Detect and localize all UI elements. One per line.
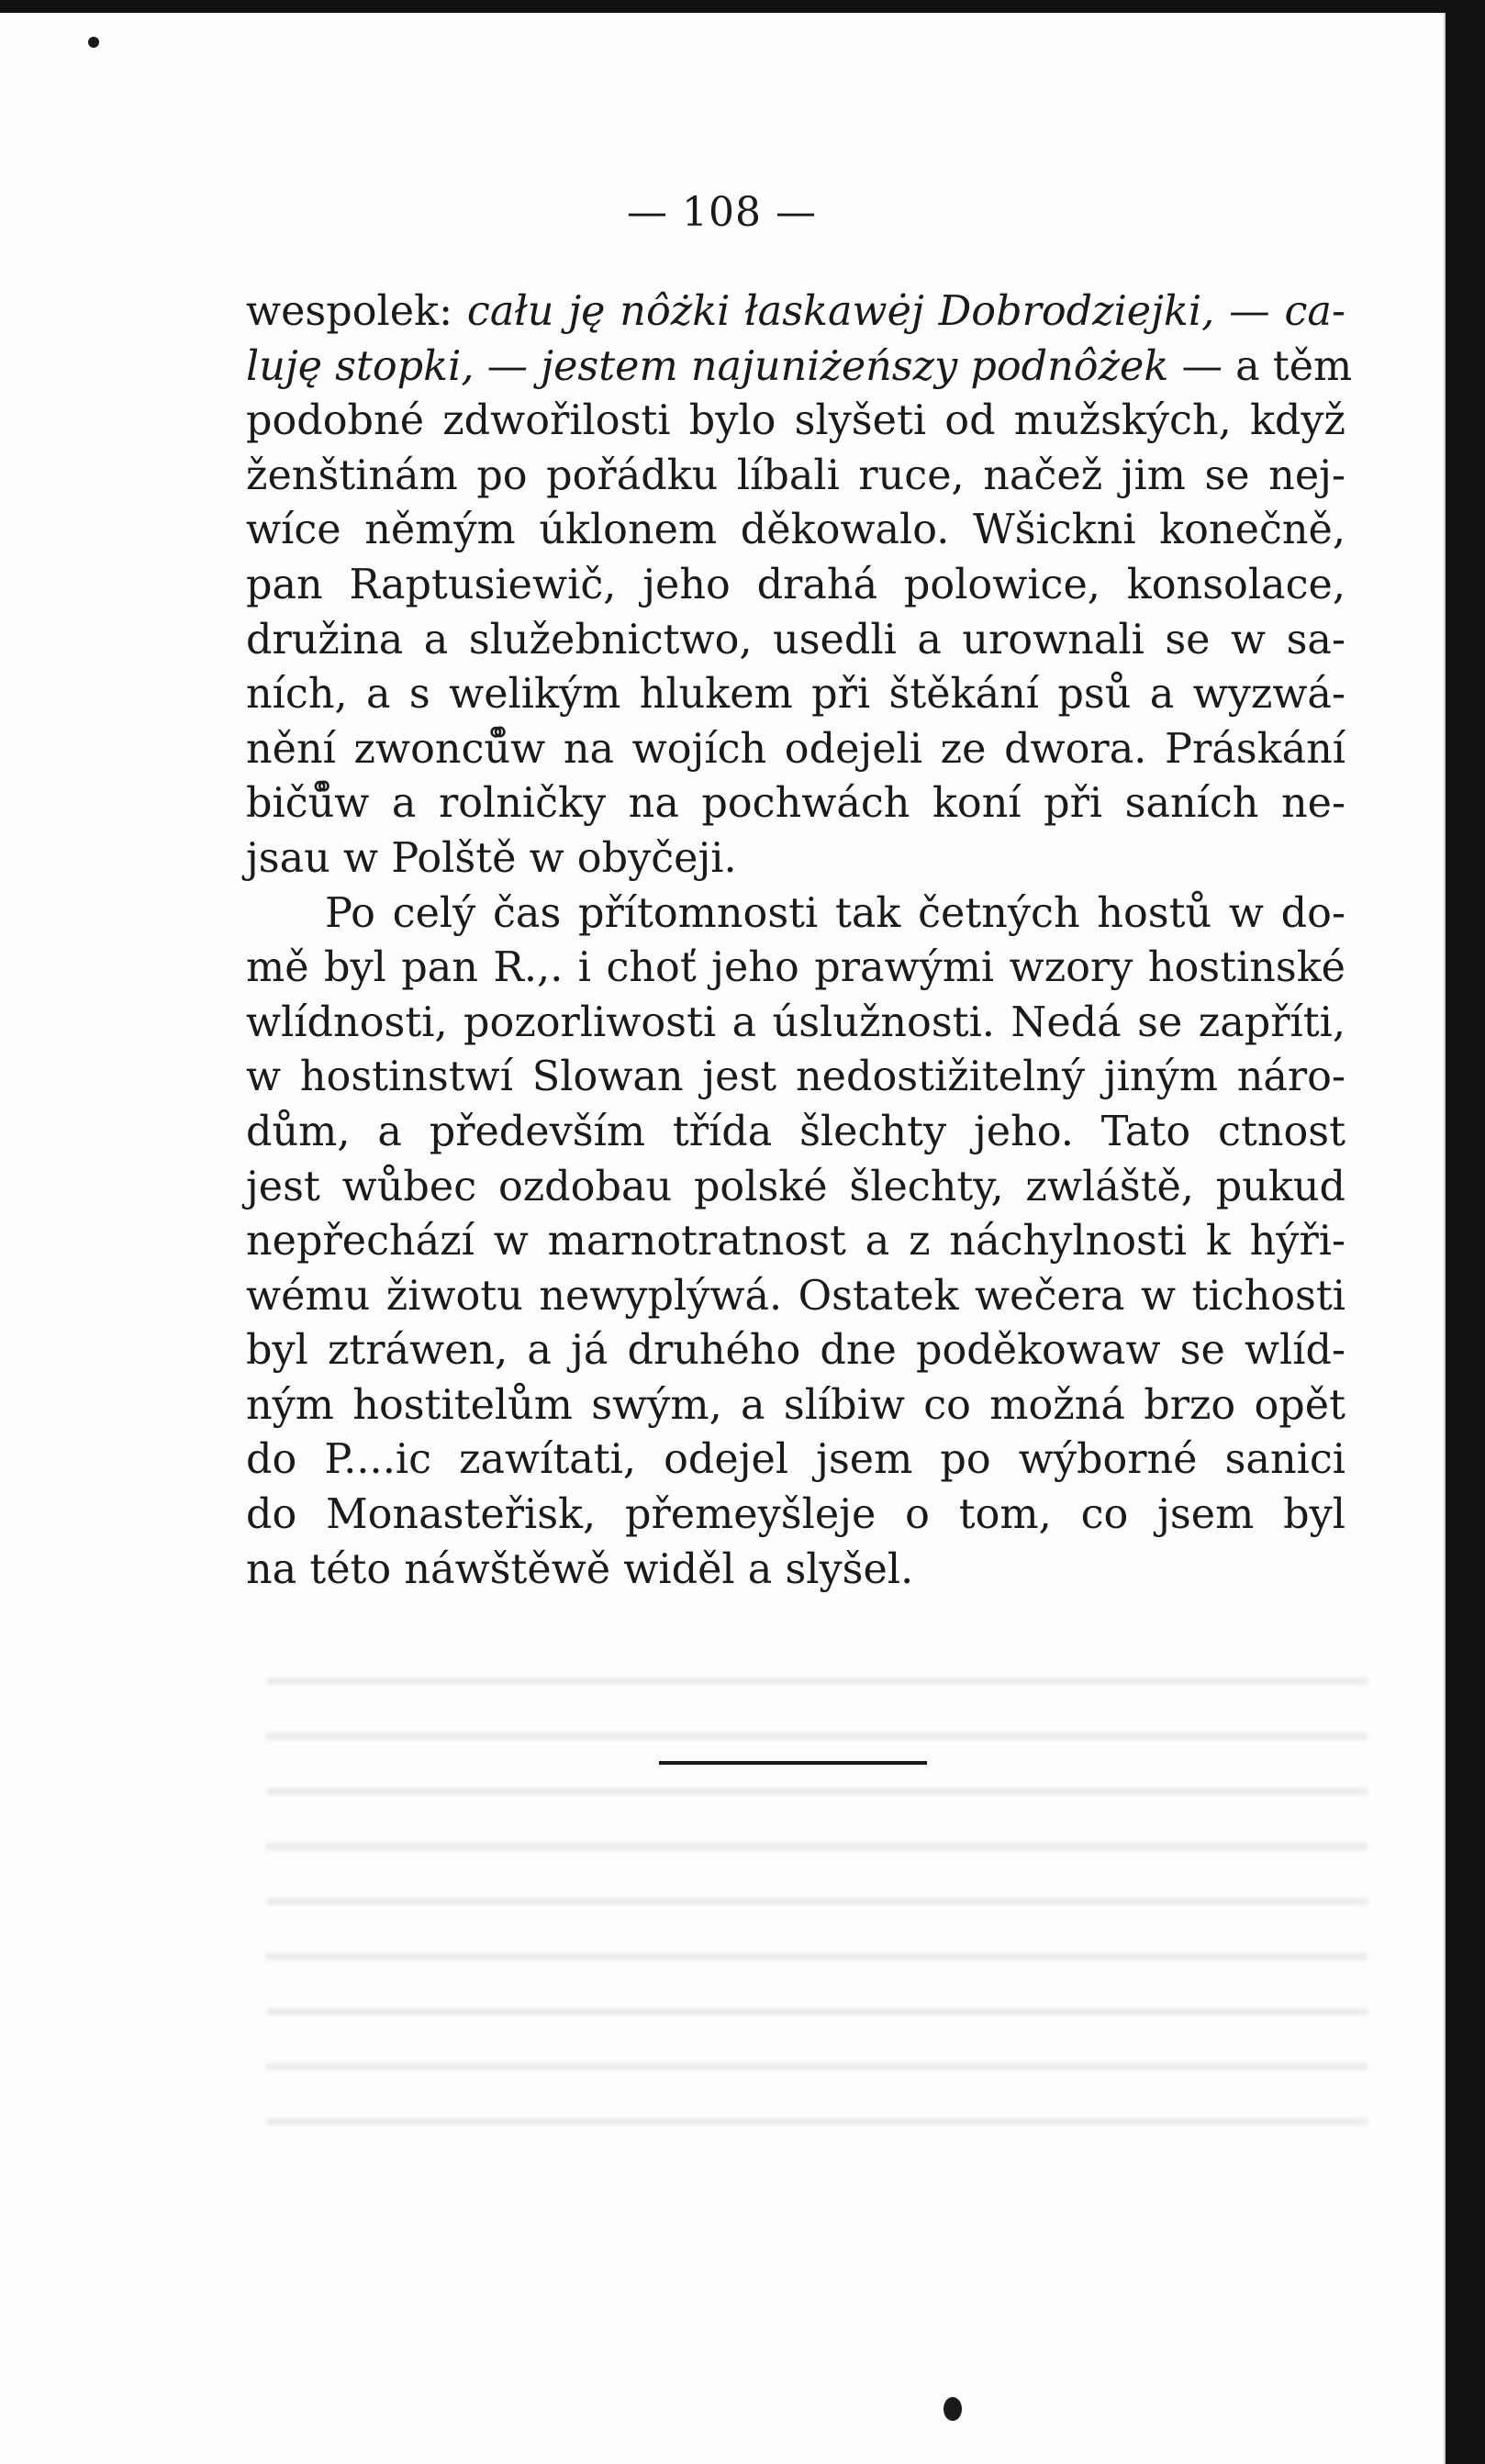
text-line: ních, a s welikým hlukem při štěkání psů a wyzwá- — [246, 671, 1345, 719]
text-line: luję stopki, — jestem najuniżeńszy podnôżek — a těm — [246, 342, 1353, 390]
page-number: — 108 — — [627, 189, 817, 236]
text-line: mě byl pan R.,. i choť jeho prawými wzory hostinské — [246, 944, 1345, 992]
body-text — [246, 284, 1353, 1597]
text-line: dům, a především třída šlechty jeho. Tato ctnost — [246, 1108, 1345, 1155]
text-line: do P....ic zawítati, odejel jsem po wýborné sanici — [246, 1436, 1345, 1484]
text-line: nepřechází w marnotratnost a z náchylnosti k hýři- — [246, 1218, 1345, 1265]
show-through-texture — [266, 1637, 1368, 2151]
text-line: wému žiwotu newyplýwá. Ostatek wečera w tichosti — [246, 1272, 1345, 1320]
text-line: bičů̊w a rolničky na pochwách koní při saních ne- — [246, 780, 1345, 828]
ink-speck — [943, 2397, 962, 2421]
text-line: pan Raptusiewič, jeho drahá polowice, konsolace, — [246, 561, 1345, 608]
book-page — [0, 13, 1446, 2464]
text-line: na této náwštěwě widěl a slyšel. — [246, 1545, 914, 1593]
text-line: jsau w Polště w obyčeji. — [246, 834, 737, 882]
text-line: wespolek: cału ję nôżki łaskawėj Dobrodziejki, — ca- — [246, 288, 1345, 335]
text-line: w hostinstwí Slowan jest nedostižitelný jiným náro- — [246, 1054, 1345, 1101]
text-line: ným hostitelům swým, a slíbiw co možná brzo opět — [246, 1381, 1345, 1429]
text-line: podobné zdwořilosti bylo slyšeti od mužských, když — [246, 397, 1345, 445]
text-line: wíce němým úklonem děkowalo. Wšickni konečně, — [246, 507, 1345, 554]
text-line: jest wůbec ozdobau polské šlechty, zwláště, pukud — [246, 1163, 1345, 1210]
text-line: nění zwonců̊w na wojích odejeli ze dwora. Práskání — [246, 725, 1345, 773]
text-line: družina a služebnictwo, usedli a urownali se w sa- — [246, 616, 1345, 663]
text-line: ženštinám po pořádku líbali ruce, načež jim se nej- — [246, 452, 1345, 499]
text-line: Po celý čas přítomnosti tak četných hostů w do- — [325, 889, 1345, 937]
text-line: wlídnosti, pozorliwosti a úslužnosti. Nedá se zapříti, — [246, 998, 1345, 1046]
text-line: byl ztráwen, a já druhého dne poděkowaw se wlíd- — [246, 1327, 1345, 1375]
text-line: do Monasteřisk, přemeyšleje o tom, co jsem byl — [246, 1491, 1345, 1539]
ink-speck — [88, 37, 99, 48]
